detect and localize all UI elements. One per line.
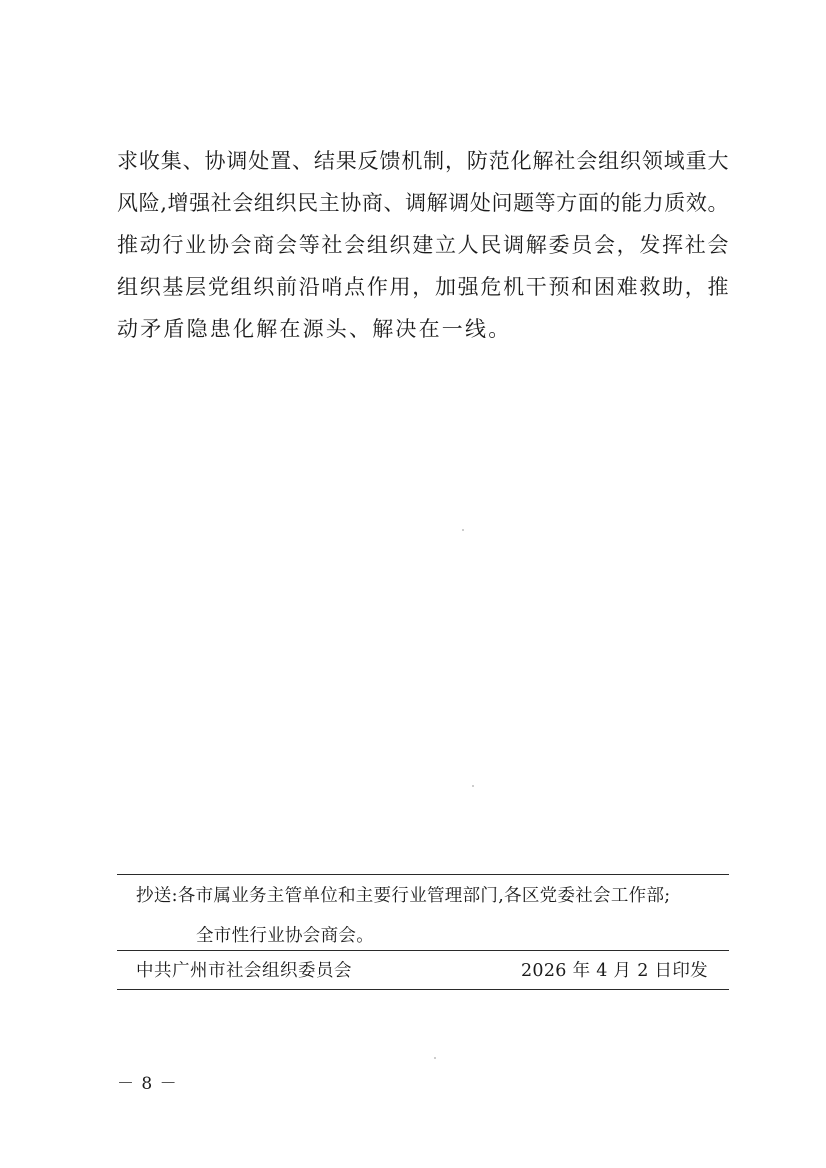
scan-speck [462,529,464,531]
footer-top-rule [117,874,729,875]
cc-line: 全市性行业协会商会。 [196,926,374,946]
body-line: 动矛盾隐患化解在源头、解决在一线。 [117,317,512,341]
cc-recipients [136,882,728,950]
footer-middle-rule [117,950,729,951]
scan-speck [472,785,474,787]
body-line: 求收集、协调处置、结果反馈机制，防范化解社会组织领域重大 [117,149,729,173]
issuing-organization: 中共广州市社会组织委员会 [136,961,352,981]
scan-speck [434,1057,436,1059]
cc-line: 抄送:各市属业务主管单位和主要行业管理部门,各区党委社会工作部; [136,886,671,906]
body-line: 风险,增强社会组织民主协商、调解调处问题等方面的能力质效。 [117,191,729,215]
body-line: 推动行业协会商会等社会组织建立人民调解委员会，发挥社会 [117,233,729,257]
page-number: － 8 － [117,1074,178,1094]
body-line: 组织基层党组织前沿哨点作用，加强危机干预和困难救助，推 [117,275,729,299]
issue-date: 2026 年 4 月 2 日印发 [521,961,708,981]
body-paragraph [117,140,729,350]
footer-bottom-rule [117,989,729,990]
